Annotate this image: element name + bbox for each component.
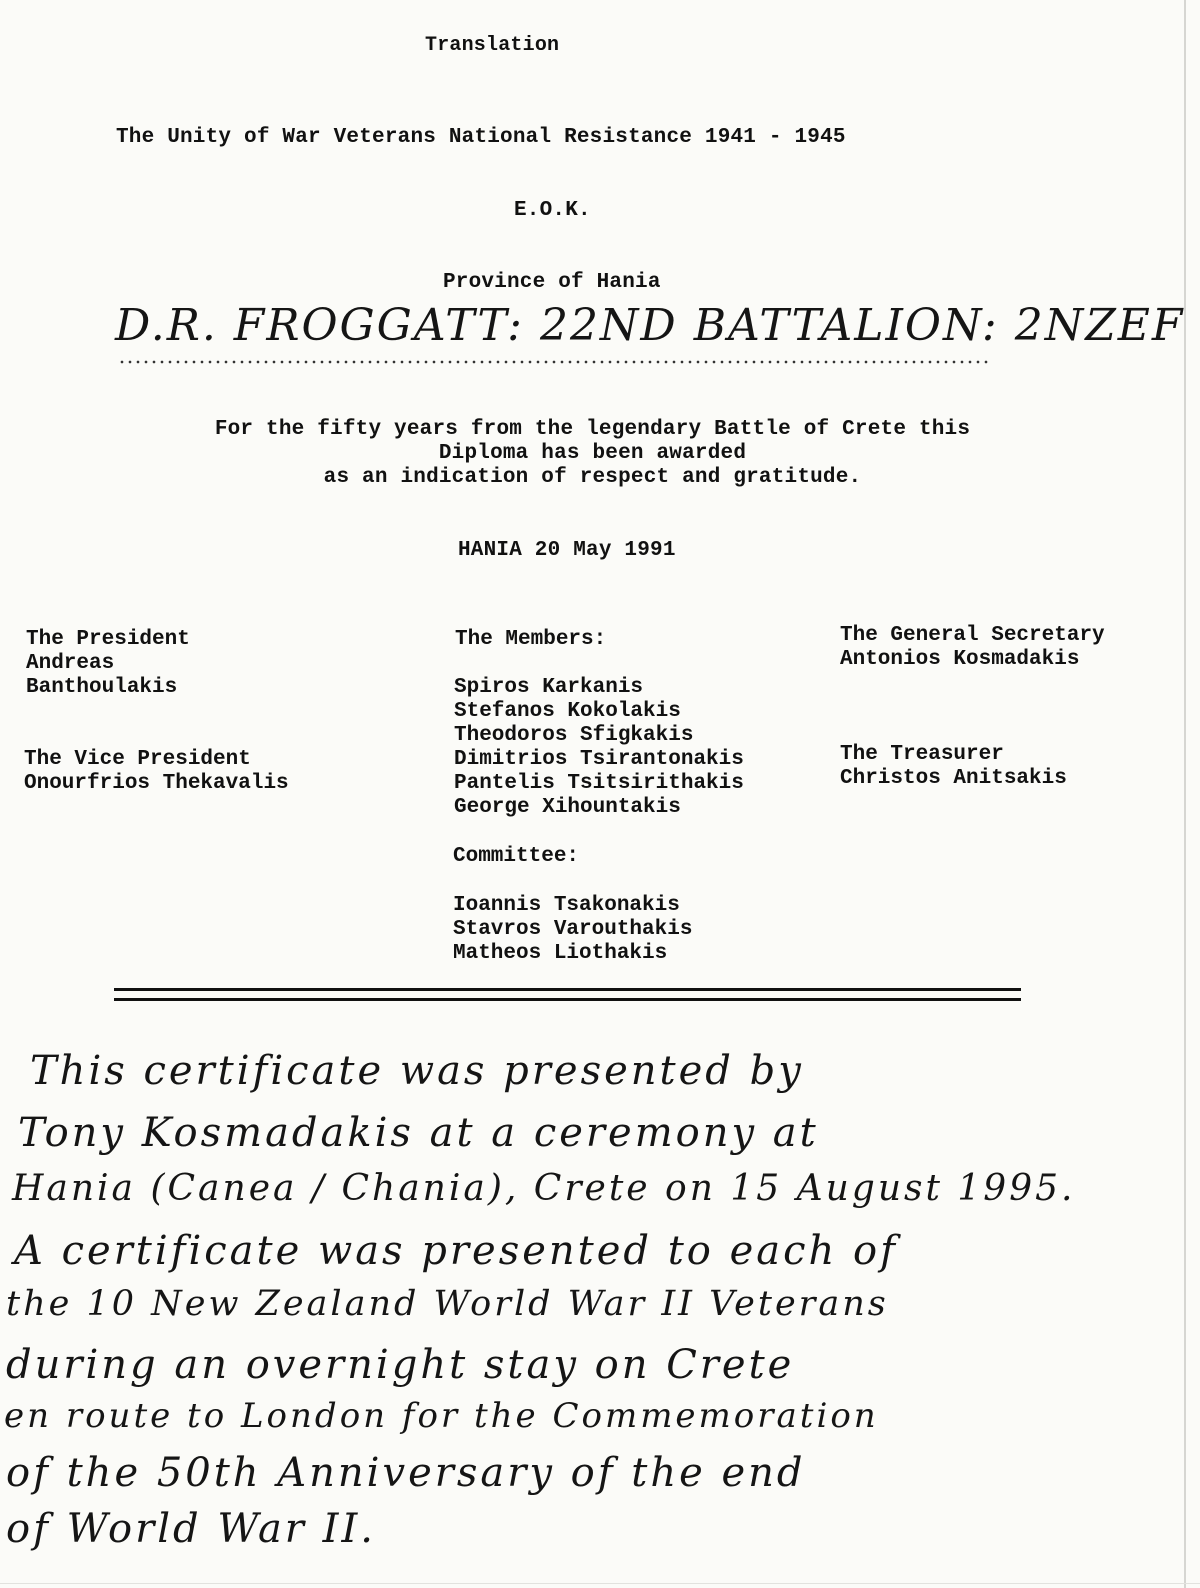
- vice-president-name: Onourfrios Thekavalis: [24, 772, 289, 795]
- member-name: George Xihountakis: [454, 796, 681, 819]
- note-line: Tony Kosmadakis at a ceremony at: [18, 1110, 819, 1156]
- president-block: [26, 628, 190, 700]
- citation-line-3: as an indication of respect and gratitude.: [323, 466, 862, 489]
- note-line: during an overnight stay on Crete: [6, 1342, 795, 1388]
- note-line: of the 50th Anniversary of the end: [6, 1450, 806, 1496]
- note-line: of World War II.: [6, 1506, 376, 1552]
- treasurer-title: The Treasurer: [840, 743, 1004, 766]
- note-line: the 10 New Zealand World War II Veterans: [6, 1284, 889, 1324]
- translation-heading: Translation: [425, 34, 560, 57]
- member-name: Spiros Karkanis: [454, 676, 644, 699]
- page-edge: [1184, 0, 1186, 1588]
- separator-rule-bottom: [114, 998, 1021, 1001]
- citation-line-2: Diploma has been awarded: [438, 442, 747, 465]
- committee-title: Committee:: [453, 845, 580, 868]
- organization-abbreviation: E.O.K.: [514, 199, 591, 222]
- member-name: Stefanos Kokolakis: [454, 700, 681, 723]
- committee-member-name: Matheos Liothakis: [453, 942, 668, 965]
- member-name: Pantelis Tsitsirithakis: [454, 772, 744, 795]
- page-edge-bottom: [0, 1583, 1200, 1584]
- citation-line-1: For the fifty years from the legendary Battle of Crete this: [214, 418, 971, 441]
- name-dotted-line: [118, 360, 990, 364]
- treasurer-block: [840, 743, 1067, 791]
- members-title: The Members:: [455, 628, 607, 651]
- province-line: Province of Hania: [443, 271, 661, 294]
- committee-member-name: Ioannis Tsakonakis: [453, 894, 680, 917]
- president-name-first: Andreas: [26, 652, 115, 675]
- members-list: [454, 676, 744, 820]
- general-secretary-block: [840, 624, 1105, 672]
- note-line: This certificate was presented by: [30, 1048, 804, 1094]
- note-line: en route to London for the Commemoration: [4, 1396, 879, 1436]
- general-secretary-title: The General Secretary: [840, 624, 1105, 647]
- president-name-last: Banthoulakis: [26, 676, 178, 699]
- note-line: Hania (Canea / Chania), Crete on 15 August 1995.: [12, 1168, 1076, 1209]
- recipient-handwritten: D.R. FROGGATT: 22ND BATTALION: 2NZEF: [115, 300, 1185, 351]
- president-title: The President: [26, 628, 190, 651]
- general-secretary-name: Antonios Kosmadakis: [840, 648, 1080, 671]
- committee-list: [453, 894, 692, 966]
- date-line: HANIA 20 May 1991: [458, 539, 676, 562]
- note-line: A certificate was presented to each of: [14, 1228, 898, 1274]
- member-name: Dimitrios Tsirantonakis: [454, 748, 744, 771]
- vice-president-block: [24, 748, 289, 796]
- separator-rule-top: [114, 988, 1021, 991]
- committee-member-name: Stavros Varouthakis: [453, 918, 693, 941]
- treasurer-name: Christos Anitsakis: [840, 767, 1067, 790]
- vice-president-title: The Vice President: [24, 748, 251, 771]
- organization-title: The Unity of War Veterans National Resistance 1941 - 1945: [116, 126, 846, 149]
- member-name: Theodoros Sfigkakis: [454, 724, 694, 747]
